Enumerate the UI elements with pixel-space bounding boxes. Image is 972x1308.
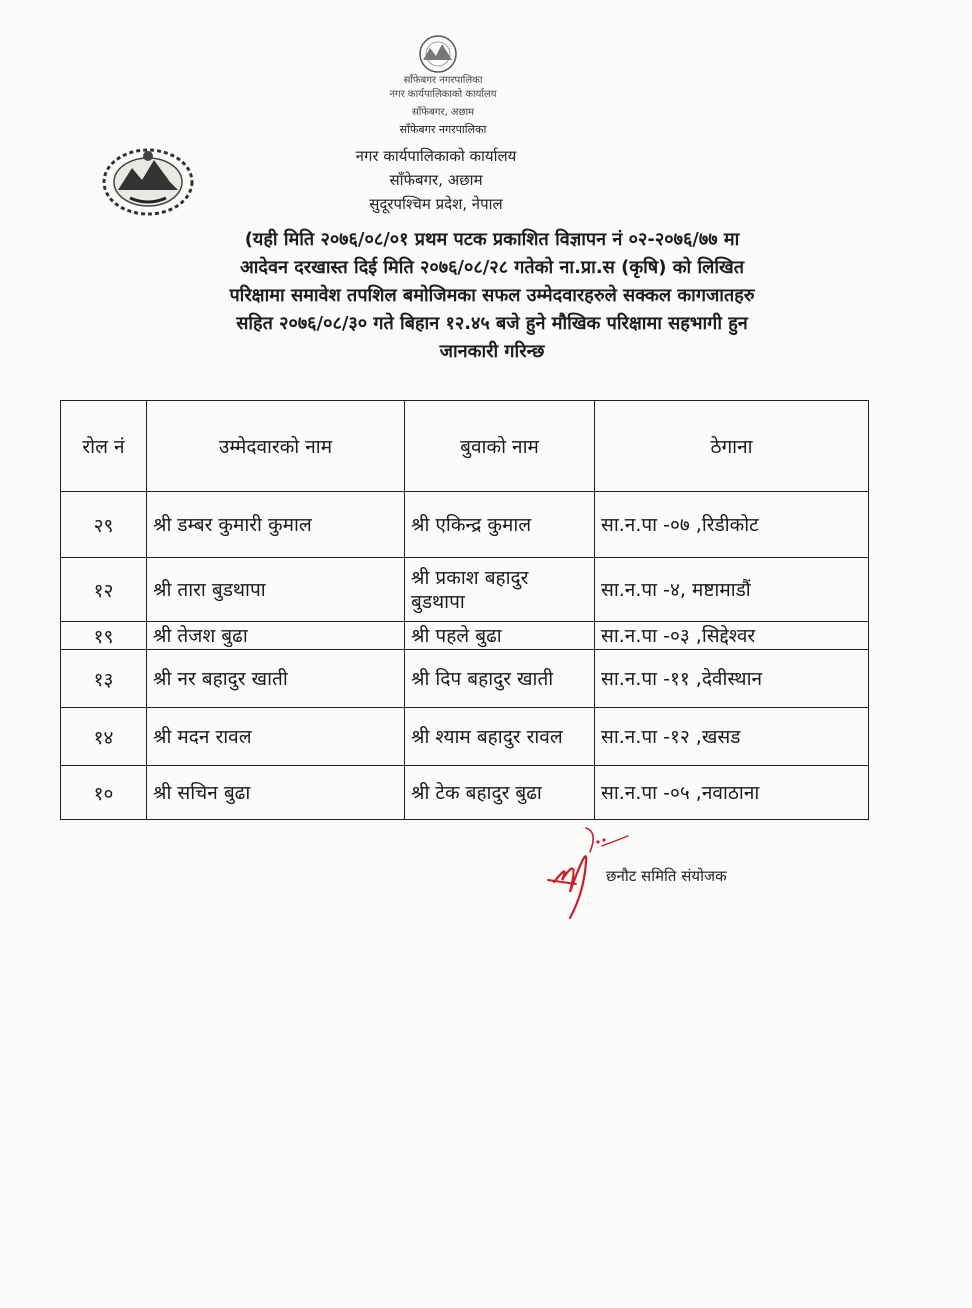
stamp-text-4: साँफेबगर नगरपालिका [399,123,487,136]
roll-number: १९ [61,622,147,650]
office-header [300,144,572,216]
father-name: श्री एकिन्द्र कुमाल [405,492,595,558]
stamp-text-1: साँफेबगर नगरपालिका [403,75,483,86]
candidate-name: श्री मदन रावल [147,708,405,766]
candidate-name: श्री सचिन बुढा [147,766,405,820]
stamp-text-2: नगर कार्यपालिकाको कार्यालय [389,89,497,100]
father-name: श्री टेक बहादुर बुढा [405,766,595,820]
candidate-name: श्री तेजश बुढा [147,622,405,650]
table-row [61,558,869,622]
roll-number: २९ [61,492,147,558]
candidate-name: श्री तारा बुडथापा [147,558,405,622]
candidates-table [60,400,868,820]
column-header-roll: रोल नं [61,401,147,492]
column-header-address: ठेगाना [595,401,869,492]
notice-line: सहित २०७६/०८/३० गते बिहान १२.४५ बजे हुने मौखिक परिक्षामा सहभागी हुन [236,313,748,334]
office-stamp [368,32,508,136]
roll-number: १२ [61,558,147,622]
column-header-candidate-name: उम्मेदवारको नाम [147,401,405,492]
address: सा.न.पा -०३ ,सिद्देश्वर [595,622,869,650]
table-row [61,650,869,708]
notice-line: परिक्षामा समावेश तपशिल बमोजिमका सफल उम्मेदवारहरुले सक्कल कागजातहरु [229,285,755,306]
column-header-father-name: बुवाको नाम [405,401,595,492]
father-name: श्री श्याम बहादुर रावल [405,708,595,766]
address: सा.न.पा -०५ ,नवाठाना [595,766,869,820]
notice-paragraph [72,226,912,366]
office-address: साँफेबगर, अछाम [389,171,483,189]
notice-line: (यही मिति २०७६/०८/०१ प्रथम पटक प्रकाशित विज्ञापन नं ०२-२०७६/७७ मा [244,229,740,250]
address: सा.न.पा -११ ,देवीस्थान [595,650,869,708]
roll-number: १० [61,766,147,820]
candidate-name: श्री डम्बर कुमारी कुमाल [147,492,405,558]
table-row [61,622,869,650]
office-province: सुदूरपश्चिम प्रदेश, नेपाल [369,195,503,213]
signature-label: छनौट समिति संयोजक [606,867,727,885]
father-name: श्री दिप बहादुर खाती [405,650,595,708]
stamp-text-3: साँफेबगर, अछाम [411,107,475,118]
table-row [61,492,869,558]
father-name: श्री पहले बुढा [405,622,595,650]
roll-number: १४ [61,708,147,766]
address: सा.न.पा -०७ ,रिडीकोट [595,492,869,558]
candidate-name: श्री नर बहादुर खाती [147,650,405,708]
nepal-emblem-icon [100,146,196,216]
office-name: नगर कार्यपालिकाको कार्यालय [355,147,517,165]
address: सा.न.पा -४, मष्टामाडौं [595,558,869,622]
table-header-row [61,401,869,492]
notice-line: आदेवन दरखास्त दिई मिति २०७६/०८/२८ गतेको ना.प्रा.स (कृषि) को लिखित [240,257,744,278]
roll-number: १३ [61,650,147,708]
table-row [61,766,869,820]
table-row [61,708,869,766]
father-name: श्री प्रकाश बहादुर बुडथापा [405,558,595,622]
address: सा.न.पा -१२ ,खसड [595,708,869,766]
notice-line: जानकारी गरिन्छ [439,341,545,362]
